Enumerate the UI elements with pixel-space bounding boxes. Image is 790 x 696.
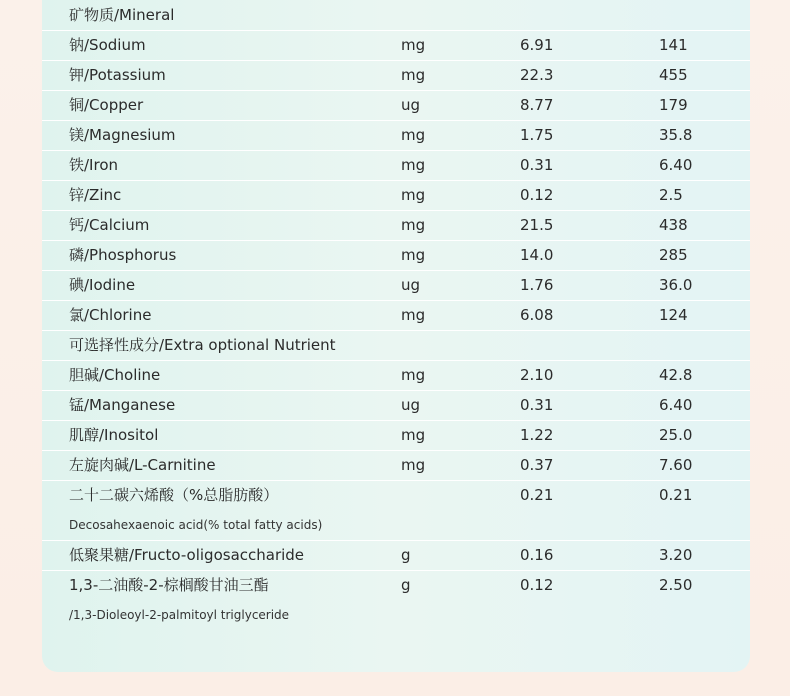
nutrient-unit: mg bbox=[401, 216, 426, 234]
value-per-100kj: 0.16 bbox=[520, 546, 554, 564]
nutrient-name: 氯/Chlorine bbox=[69, 306, 152, 324]
value-per-100kj: 14.0 bbox=[520, 246, 554, 264]
nutrient-name: 1,3-二油酸-2-棕榈酸甘油三酯 bbox=[69, 576, 269, 594]
nutrient-unit: mg bbox=[401, 306, 426, 324]
nutrient-english-name: /1,3-Dioleoyl-2-palmitoyl triglyceride bbox=[69, 608, 290, 622]
table-row bbox=[42, 420, 750, 451]
value-per-100g: 455 bbox=[659, 66, 688, 84]
nutrient-name: 胆碱/Choline bbox=[69, 366, 161, 384]
nutrient-unit: ug bbox=[401, 276, 421, 294]
section-title: 可选择性成分/Extra optional Nutrient bbox=[69, 336, 336, 354]
table-row bbox=[42, 570, 750, 630]
table-row bbox=[42, 450, 750, 481]
value-per-100g: 179 bbox=[659, 96, 688, 114]
table-row bbox=[42, 210, 750, 241]
nutrient-unit: mg bbox=[401, 426, 426, 444]
nutrient-name: 碘/Iodine bbox=[69, 276, 136, 294]
section-header-mineral bbox=[42, 0, 750, 31]
value-per-100g: 25.0 bbox=[659, 426, 693, 444]
value-per-100kj: 0.31 bbox=[520, 156, 554, 174]
nutrition-table-card bbox=[42, 0, 750, 672]
value-per-100g: 3.20 bbox=[659, 546, 693, 564]
nutrient-unit: mg bbox=[401, 36, 426, 54]
value-per-100kj: 6.08 bbox=[520, 306, 554, 324]
table-row bbox=[42, 150, 750, 181]
value-per-100g: 7.60 bbox=[659, 456, 693, 474]
table-row bbox=[42, 270, 750, 301]
nutrient-name: 钙/Calcium bbox=[69, 216, 150, 234]
nutrient-unit: mg bbox=[401, 126, 426, 144]
nutrient-unit: mg bbox=[401, 156, 426, 174]
nutrient-name: 肌醇/Inositol bbox=[69, 426, 159, 444]
nutrient-name: 锰/Manganese bbox=[69, 396, 176, 414]
value-per-100kj: 0.21 bbox=[520, 486, 554, 504]
nutrient-unit: mg bbox=[401, 246, 426, 264]
nutrient-unit: g bbox=[401, 546, 411, 564]
value-per-100kj: 0.12 bbox=[520, 576, 554, 594]
nutrient-unit: ug bbox=[401, 96, 421, 114]
value-per-100kj: 1.75 bbox=[520, 126, 554, 144]
value-per-100g: 36.0 bbox=[659, 276, 693, 294]
value-per-100kj: 1.76 bbox=[520, 276, 554, 294]
nutrient-name: 低聚果糖/Fructo-oligosaccharide bbox=[69, 546, 305, 564]
table-row bbox=[42, 30, 750, 61]
value-per-100g: 124 bbox=[659, 306, 688, 324]
value-per-100kj: 0.12 bbox=[520, 186, 554, 204]
table-row bbox=[42, 480, 750, 541]
table-row bbox=[42, 300, 750, 331]
value-per-100g: 2.50 bbox=[659, 576, 693, 594]
value-per-100g: 2.5 bbox=[659, 186, 683, 204]
nutrient-name: 铜/Copper bbox=[69, 96, 144, 114]
value-per-100kj: 0.31 bbox=[520, 396, 554, 414]
value-per-100g: 0.21 bbox=[659, 486, 693, 504]
value-per-100g: 438 bbox=[659, 216, 688, 234]
section-header-optional bbox=[42, 330, 750, 361]
nutrient-name: 钠/Sodium bbox=[69, 36, 146, 54]
value-per-100kj: 2.10 bbox=[520, 366, 554, 384]
value-per-100kj: 0.37 bbox=[520, 456, 554, 474]
value-per-100g: 6.40 bbox=[659, 396, 693, 414]
value-per-100kj: 8.77 bbox=[520, 96, 554, 114]
value-per-100g: 42.8 bbox=[659, 366, 693, 384]
table-row bbox=[42, 90, 750, 121]
nutrient-name: 左旋肉碱/L-Carnitine bbox=[69, 456, 216, 474]
nutrient-unit: mg bbox=[401, 456, 426, 474]
table-row bbox=[42, 360, 750, 391]
nutrient-name: 铁/Iron bbox=[69, 156, 118, 174]
table-row bbox=[42, 540, 750, 571]
value-per-100g: 285 bbox=[659, 246, 688, 264]
nutrient-unit: mg bbox=[401, 366, 426, 384]
value-per-100kj: 1.22 bbox=[520, 426, 554, 444]
value-per-100kj: 21.5 bbox=[520, 216, 554, 234]
value-per-100g: 35.8 bbox=[659, 126, 693, 144]
nutrient-unit: mg bbox=[401, 186, 426, 204]
table-row bbox=[42, 390, 750, 421]
section-title: 矿物质/Mineral bbox=[69, 6, 175, 24]
value-per-100g: 141 bbox=[659, 36, 688, 54]
value-per-100kj: 6.91 bbox=[520, 36, 554, 54]
table-row bbox=[42, 240, 750, 271]
nutrient-name: 磷/Phosphorus bbox=[69, 246, 177, 264]
nutrient-name: 二十二碳六烯酸（%总脂肪酸） bbox=[69, 486, 279, 504]
nutrient-name: 镁/Magnesium bbox=[69, 126, 176, 144]
nutrient-unit: mg bbox=[401, 66, 426, 84]
nutrient-english-name: Decosahexaenoic acid(% total fatty acids) bbox=[69, 518, 323, 532]
nutrient-name: 钾/Potassium bbox=[69, 66, 166, 84]
table-row bbox=[42, 120, 750, 151]
table-row bbox=[42, 180, 750, 211]
value-per-100kj: 22.3 bbox=[520, 66, 554, 84]
nutrient-name: 锌/Zinc bbox=[69, 186, 122, 204]
nutrient-unit: ug bbox=[401, 396, 421, 414]
value-per-100g: 6.40 bbox=[659, 156, 693, 174]
table-row bbox=[42, 60, 750, 91]
nutrient-unit: g bbox=[401, 576, 411, 594]
